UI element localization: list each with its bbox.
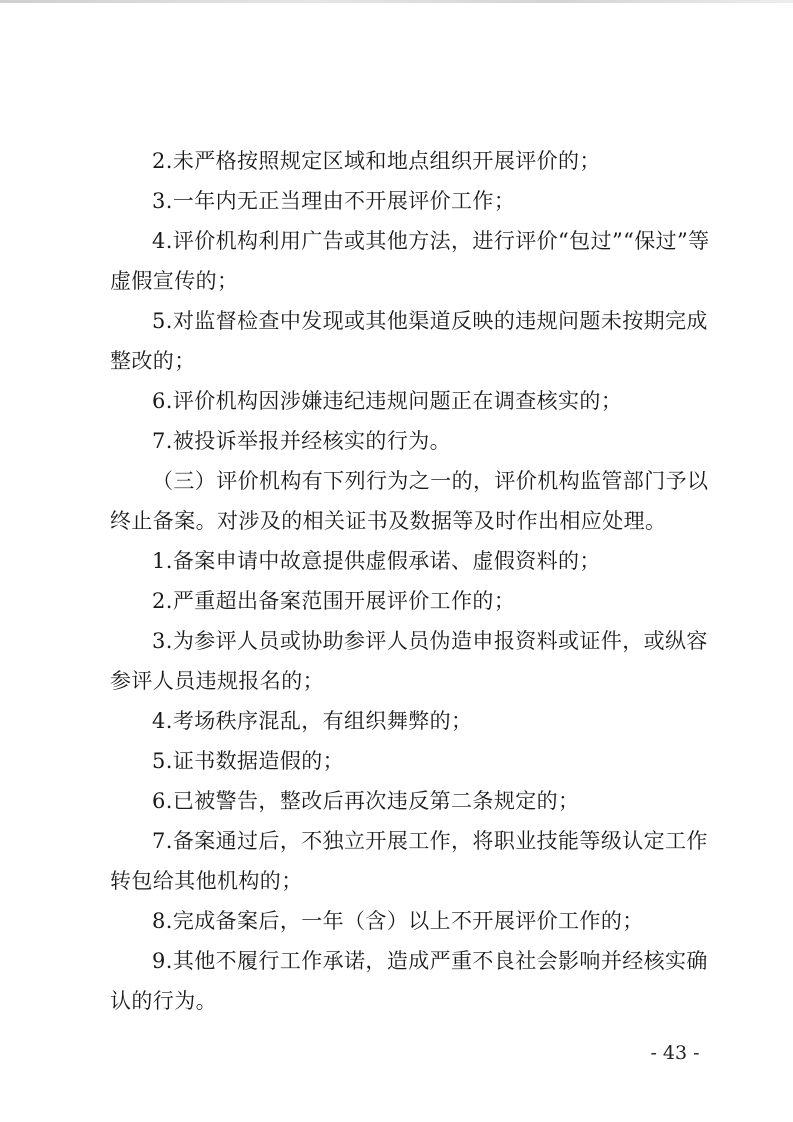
text-line: 3.为参评人员或协助参评人员伪造申报资料或证件，或纵容: [152, 629, 708, 653]
text-line: 虚假宣传的；: [110, 269, 239, 293]
section-heading: （三）评价机构有下列行为之一的，评价机构监管部门予以: [152, 469, 709, 493]
text-line: 8.完成备案后，一年（含）以上不开展评价工作的；: [152, 909, 644, 933]
text-line: 终止备案。对涉及的相关证书及数据等及时作出相应处理。: [110, 509, 667, 533]
text-line: 9.其他不履行工作承诺，造成严重不良社会影响并经核实确: [152, 949, 708, 973]
text-line: 7.被投诉举报并经核实的行为。: [152, 429, 452, 453]
text-line: 整改的；: [110, 349, 196, 373]
text-line: 3.一年内无正当理由不开展评价工作；: [152, 189, 516, 213]
page-number: - 43 -: [650, 1042, 700, 1064]
text-line: 2.未严格按照规定区域和地点组织开展评价的；: [152, 149, 601, 173]
text-line: 认的行为。: [110, 989, 217, 1013]
text-line: 6.评价机构因涉嫌违纪违规问题正在调查核实的；: [152, 389, 623, 413]
text-line: 4.评价机构利用广告或其他方法，进行评价“包过”“保过”等: [152, 229, 710, 253]
text-line: 2.严重超出备案范围开展评价工作的；: [152, 589, 516, 613]
text-line: 转包给其他机构的；: [110, 869, 303, 893]
text-line: 4.考场秩序混乱，有组织舞弊的；: [152, 709, 473, 733]
text-line: 1.备案申请中故意提供虚假承诺、虚假资料的；: [152, 549, 601, 573]
text-line: 5.证书数据造假的；: [152, 749, 345, 773]
text-line: 参评人员违规报名的；: [110, 669, 324, 693]
text-line: 7.备案通过后，不独立开展工作，将职业技能等级认定工作: [152, 829, 708, 853]
scan-edge-rule: [0, 0, 793, 3]
text-line: 5.对监督检查中发现或其他渠道反映的违规问题未按期完成: [152, 309, 708, 333]
text-line: 6.已被警告，整改后再次违反第二条规定的；: [152, 789, 580, 813]
